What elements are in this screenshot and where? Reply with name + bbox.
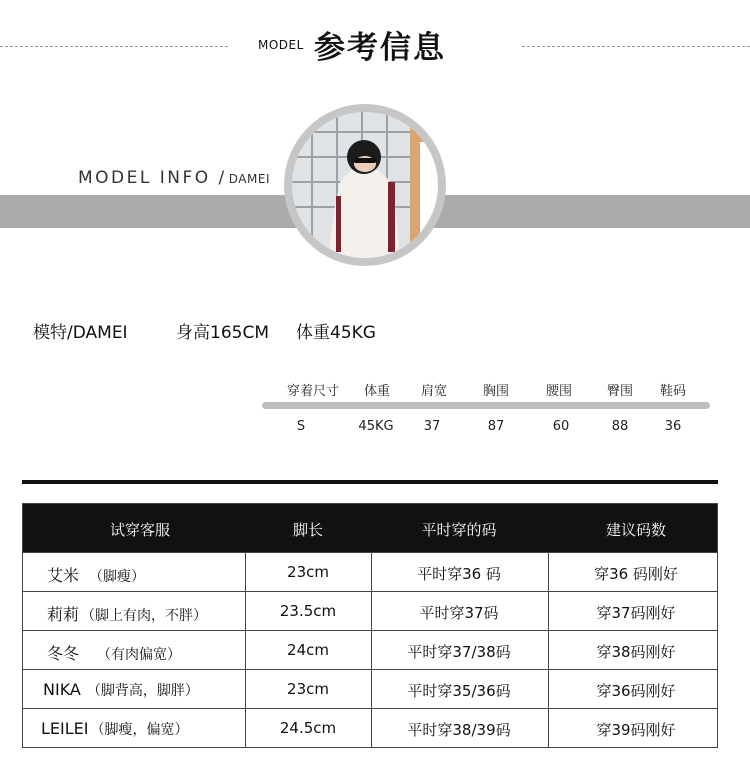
fitter-note: （有肉偏宽）	[97, 647, 182, 663]
model-photo	[292, 112, 438, 258]
fit-header-cell: 脚长	[292, 521, 324, 539]
usual-size: 平时穿35/36码	[407, 682, 511, 700]
usual-size: 平时穿37/38码	[407, 643, 511, 661]
foot-length: 23cm	[287, 680, 329, 698]
advised-size: 穿36码刚好	[596, 682, 676, 700]
size-value-cell: 37	[423, 419, 441, 434]
fitter-cell	[47, 563, 145, 586]
model-info-name: DAMEI	[228, 172, 270, 186]
fitter-note: （脚上有肉，不胖）	[81, 608, 208, 624]
usual-size: 平时穿37码	[419, 604, 499, 622]
fit-header-cell: 平时穿的码	[421, 521, 497, 539]
fitter-name: NIKA	[43, 680, 81, 699]
model-height: 身高165CM	[176, 323, 269, 343]
size-header-cell: 胸围	[482, 384, 510, 399]
fitter-name: LEILEI	[41, 719, 89, 738]
header-title: 参考信息	[314, 30, 446, 66]
fitter-cell	[43, 680, 199, 700]
fitter-note: （脚背高，脚胖）	[86, 683, 199, 699]
advised-size: 穿38码刚好	[596, 643, 676, 661]
size-value-cell: 88	[611, 419, 629, 434]
size-header-cell: 体重	[363, 384, 391, 399]
model-name: 模特/DAMEI	[33, 323, 128, 343]
fit-header-cell: 建议码数	[605, 521, 667, 539]
fitter-cell	[47, 641, 181, 664]
size-value-cell: 45KG	[358, 419, 394, 434]
advised-size: 穿37码刚好	[596, 604, 676, 622]
fitter-name: 艾米	[47, 566, 80, 585]
fit-table	[22, 503, 718, 748]
size-value-cell: 60	[552, 419, 570, 434]
usual-size: 平时穿36 码	[417, 565, 501, 583]
table-row	[23, 552, 717, 591]
size-header-cell: 肩宽	[420, 384, 448, 399]
size-value-cell: S	[296, 419, 306, 434]
table-top-rule	[22, 480, 718, 484]
size-header-cell: 穿着尺寸	[286, 384, 340, 399]
fitter-note: （脚瘦）	[89, 569, 146, 585]
size-value-cell: 87	[487, 419, 505, 434]
advised-size: 穿36 码刚好	[594, 565, 678, 583]
fitter-name: 莉莉	[47, 605, 80, 624]
header-model-label: MODEL	[258, 38, 304, 52]
size-header-cell: 腰围	[545, 384, 573, 399]
header-dashed-line-right	[522, 46, 750, 47]
size-header-cell: 鞋码	[659, 384, 687, 399]
table-row	[23, 591, 717, 630]
size-value-cell: 36	[664, 419, 682, 434]
foot-length: 23cm	[287, 563, 329, 581]
fitter-cell	[47, 602, 207, 625]
foot-length: 24cm	[287, 641, 329, 659]
model-photo-frame	[284, 104, 446, 266]
usual-size: 平时穿38/39码	[407, 721, 511, 739]
header-dashed-line-left	[0, 46, 228, 47]
foot-length: 24.5cm	[279, 719, 337, 737]
fitter-cell	[41, 719, 188, 739]
size-header-cell: 臀围	[606, 384, 634, 399]
fit-table-header	[23, 504, 717, 552]
table-row	[23, 669, 717, 708]
size-info-divider	[262, 402, 710, 409]
table-row	[23, 708, 717, 747]
fitter-name: 冬冬	[47, 644, 80, 663]
fit-header-cell: 试穿客服	[109, 521, 171, 539]
model-info-label: MODEL INFO /	[78, 168, 227, 188]
foot-length: 23.5cm	[279, 602, 337, 620]
model-weight: 体重45KG	[296, 323, 376, 343]
advised-size: 穿39码刚好	[596, 721, 676, 739]
model-info-caption	[78, 168, 270, 188]
table-row	[23, 630, 717, 669]
fitter-note: （脚瘦，偏宽）	[90, 722, 189, 738]
